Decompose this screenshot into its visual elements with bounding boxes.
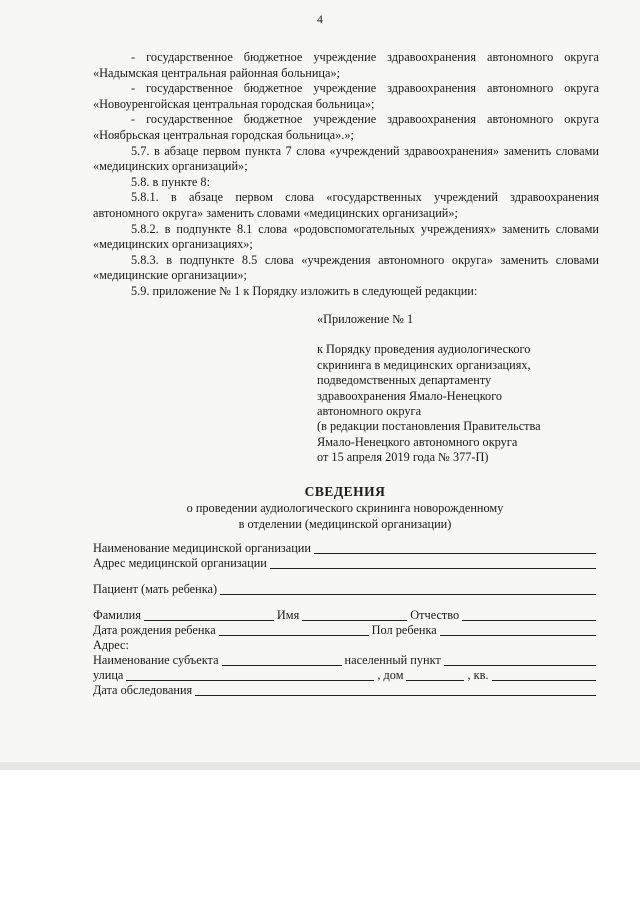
org-name-label: Наименование медицинской организации xyxy=(93,541,311,555)
exam-date-label: Дата обследования xyxy=(93,683,193,697)
paragraph-hospital-nadym: - государственное бюджетное учреждение здравоохранения автономного округа «Надымская центральная районная больница»; xyxy=(93,50,599,80)
form-subtitle-line: в отделении (медицинской организации) xyxy=(238,516,452,531)
org-address-label: Адрес медицинской организации xyxy=(93,556,267,570)
patient-label: Пациент (мать ребенка) xyxy=(93,582,218,596)
exam-date-blank xyxy=(195,684,596,696)
form-row-street xyxy=(93,668,599,683)
name-label: Имя xyxy=(276,608,300,622)
surname-label: Фамилия xyxy=(93,608,141,622)
screening-form xyxy=(93,541,599,698)
amendment-text xyxy=(93,50,599,300)
appendix-line: Ямало-Ненецкого автономного округа xyxy=(317,434,518,449)
street-label: улица xyxy=(93,668,124,682)
surname-blank xyxy=(144,609,274,621)
page-bottom-edge xyxy=(0,762,640,770)
patient-blank xyxy=(220,583,596,595)
page-number: 4 xyxy=(317,14,323,26)
apartment-blank xyxy=(492,669,597,681)
appendix-line: к Порядку проведения аудиологического xyxy=(317,342,531,357)
org-address-blank xyxy=(270,557,596,569)
form-row-full-name xyxy=(93,608,599,623)
appendix-line: (в редакции постановления Правительства xyxy=(317,419,541,434)
form-row-subject xyxy=(93,653,599,668)
form-row-birth-sex xyxy=(93,623,599,638)
subject-name-label: Наименование субъекта xyxy=(93,653,219,667)
birth-date-blank xyxy=(219,624,369,636)
appendix-line: подведомственных департаменту xyxy=(317,373,492,388)
form-row-address xyxy=(93,638,599,653)
appendix-line: скрининга в медицинских организациях, xyxy=(317,357,531,372)
subject-name-blank xyxy=(222,654,342,666)
paragraph-5-9: 5.9. приложение № 1 к Порядку изложить в следующей редакции: xyxy=(131,283,478,298)
address-label: Адрес: xyxy=(93,638,129,652)
paragraph-5-8-3: 5.8.3. в подпункте 8.5 слова «учреждения автономного округа» заменить словами «медицинские организации»; xyxy=(93,252,599,283)
form-subtitle xyxy=(0,501,640,532)
patronymic-label: Отчество xyxy=(410,608,460,622)
paragraph-hospital-novy-urengoy: - государственное бюджетное учреждение здравоохранения автономного округа «Новоуренгойская центральная городская больница»; xyxy=(93,81,599,111)
paragraph-5-8-2: 5.8.2. в подпункте 8.1 слова «родовспомогательных учреждениях» заменить словами «медицинских организациях»; xyxy=(93,221,599,252)
appendix-line: здравоохранения Ямало-Ненецкого xyxy=(317,388,503,403)
form-subtitle-line: о проведении аудиологического скрининга новорожденному xyxy=(186,501,504,515)
child-sex-blank xyxy=(440,624,596,636)
house-blank xyxy=(406,669,464,681)
child-sex-label: Пол ребенка xyxy=(371,623,437,637)
house-label: , дом xyxy=(377,668,404,682)
form-row-org-name xyxy=(93,541,599,556)
apartment-label: , кв. xyxy=(467,668,489,682)
appendix-title: «Приложение № 1 xyxy=(317,312,414,326)
paragraph-5-8-1: 5.8.1. в абзаце первом слова «государственных учреждений здравоохранения автономного округа» заменить словами «медицинских организаций»; xyxy=(93,190,599,220)
appendix-line: автономного округа xyxy=(317,404,422,419)
paragraph-5-7: 5.7. в абзаце первом пункта 7 слова «учреждений здравоохранения» заменить словами «медицинских организаций»; xyxy=(93,143,599,174)
org-name-blank xyxy=(314,542,596,554)
appendix-header xyxy=(317,312,617,466)
form-row-org-address xyxy=(93,556,599,571)
paragraph-5-8: 5.8. в пункте 8: xyxy=(131,174,210,189)
name-blank xyxy=(302,609,407,621)
birth-date-label: Дата рождения ребенка xyxy=(93,623,216,637)
paragraph-hospital-noyabrsk: - государственное бюджетное учреждение здравоохранения автономного округа «Ноябрьская центральная городская больница».»; xyxy=(93,112,599,142)
form-row-exam-date xyxy=(93,683,599,698)
street-blank xyxy=(126,669,374,681)
locality-label: населенный пункт xyxy=(344,653,441,667)
form-row-patient xyxy=(93,582,599,597)
patronymic-blank xyxy=(462,609,596,621)
appendix-line: от 15 апреля 2019 года № 377-П) xyxy=(317,450,489,465)
locality-blank xyxy=(444,654,596,666)
form-title: СВЕДЕНИЯ xyxy=(304,484,386,499)
